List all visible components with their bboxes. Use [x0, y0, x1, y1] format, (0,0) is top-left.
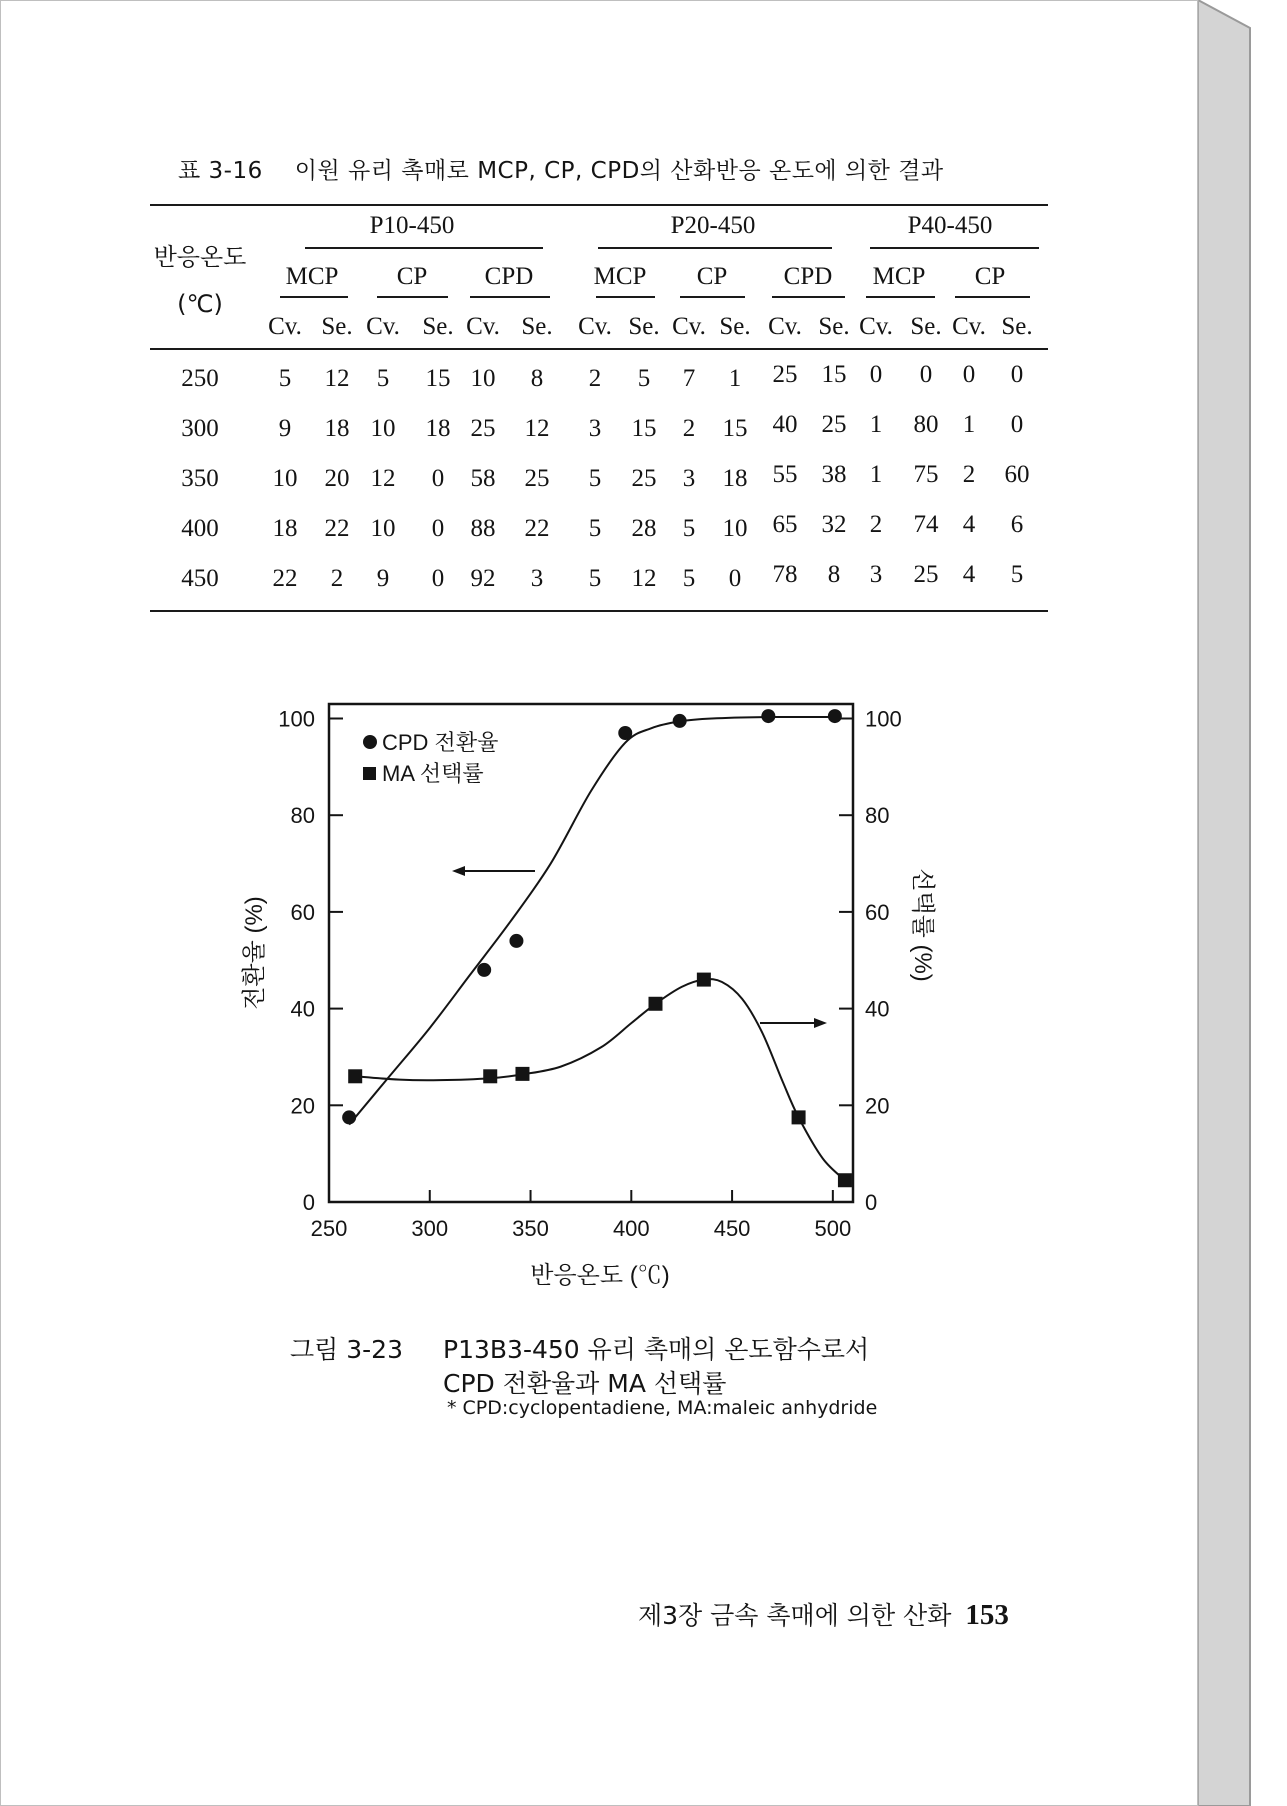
column-header: Se. — [719, 313, 751, 340]
table-cell: 25 — [913, 561, 939, 588]
group-header: P10-450 — [369, 212, 455, 239]
figure-caption-line1: P13B3-450 유리 촉매의 온도함수로서 — [443, 1335, 870, 1364]
table-cell: 60 — [1004, 461, 1030, 488]
x-tick-label: 500 — [814, 1216, 852, 1241]
table-cell: 5 — [682, 515, 696, 542]
table-cell: 5 — [376, 365, 390, 392]
table-cell: 3 — [682, 465, 696, 492]
table-cell: 40 — [772, 411, 798, 438]
chapter-title: 제3장 금속 촉매에 의한 산화 — [638, 1601, 952, 1630]
y-tick-label: 40 — [290, 996, 315, 1022]
table-cell: 12 — [324, 365, 350, 392]
table-cell: 0 — [1010, 361, 1024, 388]
y-tick-label: 60 — [290, 899, 315, 925]
column-header: Se. — [818, 313, 850, 340]
column-header: Se. — [628, 313, 660, 340]
table-cell: 55 — [772, 461, 798, 488]
group-underline — [870, 247, 1039, 249]
row-temperature: 250 — [181, 365, 219, 392]
row-temperature: 350 — [181, 465, 219, 492]
subgroup-header: MCP — [593, 263, 647, 290]
subgroup-header: MCP — [285, 263, 339, 290]
table-cell: 9 — [278, 415, 292, 442]
row-temperature: 300 — [181, 415, 219, 442]
table-cell: 10 — [470, 365, 496, 392]
table-cell: 58 — [470, 465, 496, 492]
y2-tick-label: 0 — [865, 1190, 878, 1215]
table-cell: 25 — [631, 465, 657, 492]
y2-tick-label: 40 — [865, 996, 890, 1022]
table-cell: 5 — [588, 515, 602, 542]
subgroup-header: CP — [974, 263, 1006, 290]
y2-tick-label: 80 — [865, 803, 890, 829]
x-tick-label: 350 — [512, 1216, 549, 1241]
x-tick-label: 450 — [713, 1216, 751, 1241]
table-cell: 65 — [772, 511, 798, 538]
table-cell: 22 — [524, 515, 550, 542]
table-cell: 12 — [370, 465, 396, 492]
table-cell: 12 — [524, 415, 550, 442]
table-cell: 38 — [821, 461, 847, 488]
table-cell: 5 — [588, 465, 602, 492]
group-underline — [305, 247, 543, 249]
table-cell: 4 — [962, 561, 976, 588]
table-caption — [178, 152, 1078, 185]
table-cell: 88 — [470, 515, 496, 542]
y2-tick-label: 100 — [865, 706, 902, 732]
figure-caption-line2: CPD 전환율과 MA 선택률 — [443, 1369, 727, 1398]
table-cell: 25 — [772, 361, 798, 388]
table-cell: 2 — [330, 565, 344, 592]
row-temperature: 400 — [181, 515, 219, 542]
table-cell: 15 — [631, 415, 657, 442]
table-cell: 5 — [278, 365, 292, 392]
subgroup-underline — [280, 296, 348, 298]
table-cell: 74 — [913, 511, 939, 538]
x-axis-title: 반응온도 (℃) — [530, 1262, 670, 1289]
table-cell: 5 — [637, 365, 651, 392]
table-cell: 3 — [588, 415, 602, 442]
table-cell: 20 — [324, 465, 350, 492]
table-cell: 15 — [821, 361, 847, 388]
column-header: Se. — [321, 313, 353, 340]
table-cell: 0 — [431, 515, 445, 542]
table-cell: 18 — [272, 515, 298, 542]
y-axis-title: 전환율 (%) — [241, 896, 268, 1010]
table-cell: 0 — [431, 565, 445, 592]
x-tick-label: 300 — [411, 1216, 449, 1241]
subgroup-header: CP — [396, 263, 428, 290]
table-cell: 0 — [431, 465, 445, 492]
row-temperature: 450 — [181, 565, 219, 592]
table-header-rule — [150, 348, 1048, 350]
table-cell: 18 — [324, 415, 350, 442]
y-tick-label: 20 — [290, 1093, 315, 1119]
table-cell: 5 — [1010, 561, 1024, 588]
table-cell: 2 — [682, 415, 696, 442]
column-header: Cv. — [268, 313, 302, 340]
y-tick-label: 0 — [302, 1190, 315, 1215]
group-header: P40-450 — [907, 212, 993, 239]
table-cell: 8 — [530, 365, 544, 392]
legend-ma-label: MA 선택률 — [382, 761, 484, 786]
table-caption-text: 이원 유리 촉매로 MCP, CP, CPD의 산화반응 온도에 의한 결과 — [294, 158, 944, 184]
column-header: Cv. — [578, 313, 612, 340]
table-cell: 2 — [962, 461, 976, 488]
page-number: 153 — [965, 1599, 1009, 1631]
subgroup-underline — [596, 296, 655, 298]
subgroup-underline — [470, 296, 550, 298]
table-cell: 3 — [869, 561, 883, 588]
column-header: Se. — [521, 313, 553, 340]
table-cell: 18 — [425, 415, 451, 442]
table-cell: 75 — [913, 461, 939, 488]
subgroup-underline — [772, 296, 845, 298]
x-tick-label: 400 — [612, 1216, 650, 1241]
table-cell: 8 — [827, 561, 841, 588]
subgroup-header: CPD — [484, 263, 534, 290]
table-cell: 22 — [272, 565, 298, 592]
table-cell: 32 — [821, 511, 847, 538]
table-cell: 92 — [470, 565, 496, 592]
table-cell: 28 — [631, 515, 657, 542]
x-tick-label: 250 — [310, 1216, 348, 1241]
table-cell: 15 — [722, 415, 748, 442]
table-cell: 1 — [869, 461, 883, 488]
table-cell: 1 — [962, 411, 976, 438]
table-cell: 0 — [1010, 411, 1024, 438]
subgroup-header: CPD — [783, 263, 833, 290]
column-header: Cv. — [768, 313, 802, 340]
table-cell: 2 — [869, 511, 883, 538]
column-header: Cv. — [672, 313, 706, 340]
table-cell: 9 — [376, 565, 390, 592]
table-top-rule — [150, 204, 1048, 206]
table-cell: 5 — [682, 565, 696, 592]
table-cell: 10 — [722, 515, 748, 542]
table-cell: 18 — [722, 465, 748, 492]
subgroup-header: MCP — [872, 263, 926, 290]
page-footer — [638, 1596, 1009, 1632]
legend-cpd-label: CPD 전환율 — [382, 730, 499, 755]
y2-axis-title: 선택률 (%) — [909, 868, 936, 982]
subgroup-header: CP — [696, 263, 728, 290]
table-caption-number: 표 3-16 — [178, 158, 263, 184]
y-tick-label: 100 — [278, 706, 315, 732]
row-header-unit: (℃) — [177, 290, 223, 318]
y2-tick-label: 60 — [865, 899, 890, 925]
y-tick-label: 80 — [290, 803, 315, 829]
table-cell: 22 — [324, 515, 350, 542]
table-cell: 1 — [869, 411, 883, 438]
table-cell: 10 — [370, 415, 396, 442]
table-cell: 15 — [425, 365, 451, 392]
table-bottom-rule — [150, 610, 1048, 612]
table-cell: 1 — [728, 365, 742, 392]
table-cell: 0 — [728, 565, 742, 592]
table-cell: 4 — [962, 511, 976, 538]
table-cell: 5 — [588, 565, 602, 592]
table-cell: 0 — [869, 361, 883, 388]
table-cell: 0 — [962, 361, 976, 388]
row-header-label: 반응온도 — [153, 243, 247, 271]
table-cell: 6 — [1010, 511, 1024, 538]
column-header: Cv. — [952, 313, 986, 340]
column-header: Cv. — [859, 313, 893, 340]
table-cell: 80 — [913, 411, 939, 438]
column-header: Se. — [910, 313, 942, 340]
column-header: Cv. — [466, 313, 500, 340]
subgroup-underline — [377, 296, 448, 298]
table-cell: 12 — [631, 565, 657, 592]
table-cell: 3 — [530, 565, 544, 592]
column-header: Cv. — [366, 313, 400, 340]
column-header: Se. — [1001, 313, 1033, 340]
table-cell: 2 — [588, 365, 602, 392]
subgroup-underline — [866, 296, 935, 298]
column-header: Se. — [422, 313, 454, 340]
y2-tick-label: 20 — [865, 1093, 890, 1119]
table-cell: 7 — [682, 365, 696, 392]
group-header: P20-450 — [670, 212, 756, 239]
subgroup-underline — [955, 296, 1030, 298]
table-cell: 25 — [524, 465, 550, 492]
table-cell: 10 — [370, 515, 396, 542]
table-cell: 78 — [772, 561, 798, 588]
group-underline — [598, 247, 832, 249]
table-cell: 10 — [272, 465, 298, 492]
subgroup-underline — [680, 296, 745, 298]
table-cell: 25 — [470, 415, 496, 442]
table-cell: 0 — [919, 361, 933, 388]
table-cell: 25 — [821, 411, 847, 438]
figure-caption-number: 그림 3-23 — [290, 1335, 403, 1364]
figure-footnote: * CPD:cyclopentadiene, MA:maleic anhydride — [447, 1397, 878, 1419]
